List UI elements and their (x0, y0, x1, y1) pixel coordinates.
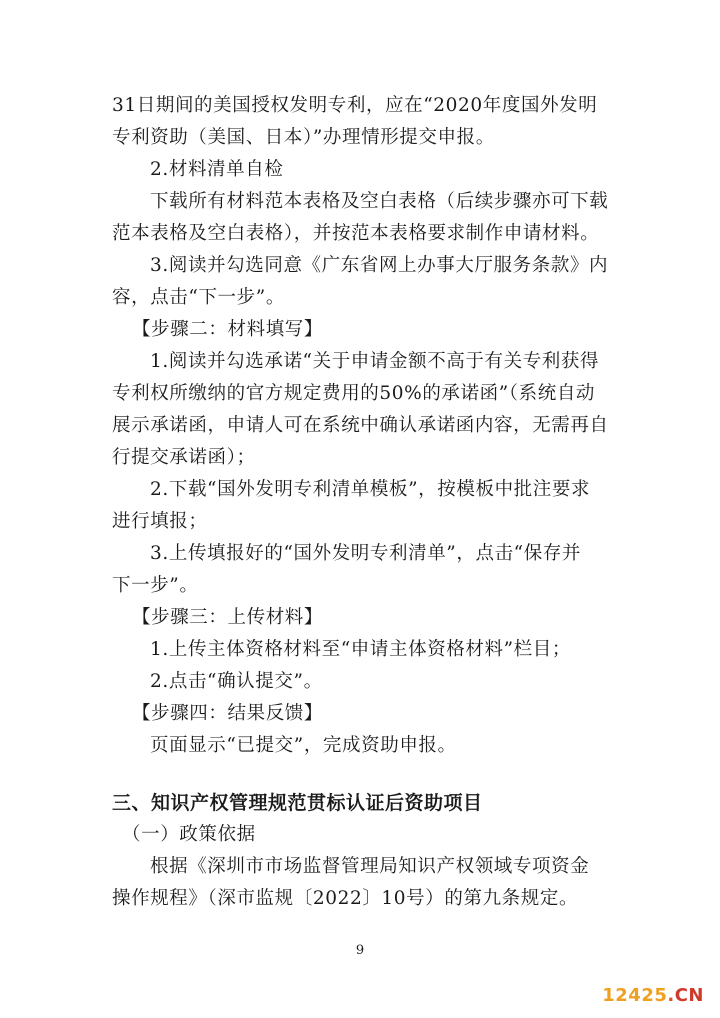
body-line: 页面显示“已提交”，完成资助申报。 (150, 735, 457, 756)
step-heading: 【步骤四：结果反馈】 (132, 703, 324, 724)
body-line: 下载所有材料范本表格及空白表格（后续步骤亦可下载 (150, 191, 609, 212)
body-line: 操作规程》（深市监规〔2022〕10号）的第九条规定。 (112, 888, 579, 909)
watermark-domain: CN (674, 985, 704, 1006)
watermark-logo (602, 985, 704, 1006)
body-line: 3.阅读并勾选同意《广东省网上办事大厅服务条款》内 (150, 255, 609, 276)
body-line: 2.点击“确认提交”。 (150, 671, 323, 692)
subsection-heading: （一）政策依据 (122, 824, 256, 845)
body-line: 容，点击“下一步”。 (112, 287, 285, 308)
body-line: 专利权所缴纳的官方规定费用的50%的承诺函”（系统自动 (112, 383, 596, 404)
body-line: 1.上传主体资格材料至“申请主体资格材料”栏目； (150, 639, 571, 660)
page-number: 9 (355, 943, 365, 958)
body-line: 专利资助（美国、日本）”办理情形提交申报。 (112, 127, 495, 148)
body-line: 根据《深圳市市场监督管理局知识产权领域专项资金 (150, 856, 590, 877)
body-line: 31日期间的美国授权发明专利，应在“2020年度国外发明 (112, 95, 598, 116)
body-line: 行提交承诺函）； (112, 447, 256, 468)
body-line: 范本表格及空白表格），并按范本表格要求制作申请材料。 (112, 223, 600, 244)
section-heading: 三、知识产权管理规范贯标认证后资助项目 (112, 792, 483, 814)
body-line: 2.下载“国外发明专利清单模板”，按模板中批注要求 (150, 479, 591, 500)
body-line: 进行填报； (112, 511, 208, 532)
body-line: 1.阅读并勾选承诺“关于申请金额不高于有关专利获得 (150, 351, 600, 372)
watermark-dot: . (667, 985, 675, 1006)
step-heading: 【步骤三：上传材料】 (132, 607, 324, 628)
step-heading: 【步骤二：材料填写】 (132, 319, 324, 340)
body-line: 3.上传填报好的“国外发明专利清单”，点击“保存并 (150, 543, 582, 564)
watermark-number: 12425 (602, 985, 668, 1006)
body-line: 下一步”。 (112, 575, 199, 596)
body-line: 2.材料清单自检 (150, 159, 284, 180)
body-line: 展示承诺函，申请人可在系统中确认承诺函内容，无需再自 (112, 415, 609, 436)
